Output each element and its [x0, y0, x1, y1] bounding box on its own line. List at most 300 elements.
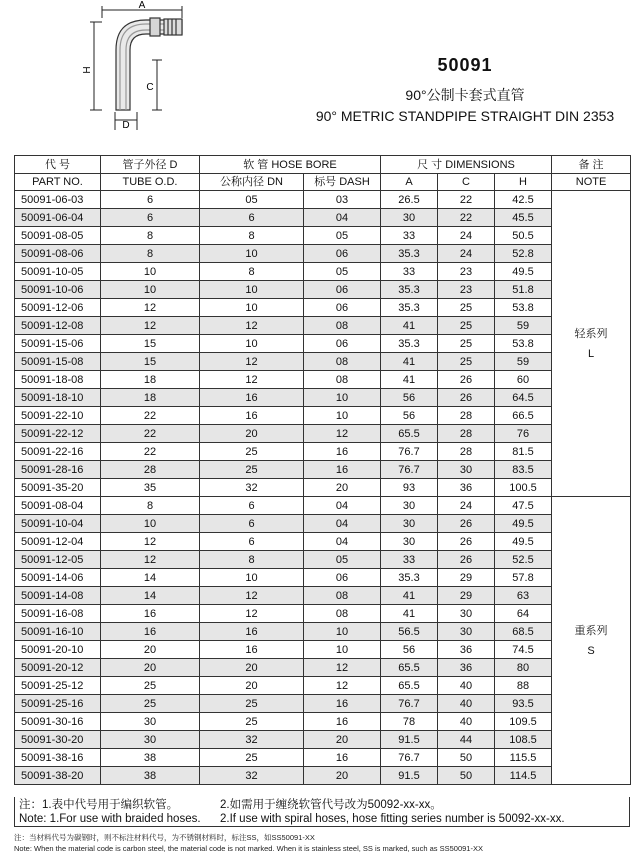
table-row [15, 317, 631, 335]
cell-c: 40 [438, 713, 495, 731]
cell-dn: 8 [200, 227, 304, 245]
cell-a: 91.5 [381, 767, 438, 785]
cell-a: 76.7 [381, 749, 438, 767]
table-row [15, 713, 631, 731]
table-row [15, 767, 631, 785]
cell-dash: 04 [304, 209, 381, 227]
cell-h: 63 [495, 587, 552, 605]
cell-h: 115.5 [495, 749, 552, 767]
cell-part-no: 50091-16-10 [15, 623, 101, 641]
cell-c: 24 [438, 497, 495, 515]
cell-tube-od: 38 [101, 749, 200, 767]
cell-c: 28 [438, 443, 495, 461]
cell-part-no: 50091-22-12 [15, 425, 101, 443]
cell-dn: 16 [200, 641, 304, 659]
dim-d-label: D [122, 120, 130, 131]
cell-dash: 06 [304, 299, 381, 317]
cell-a: 41 [381, 605, 438, 623]
cell-h: 80 [495, 659, 552, 677]
cell-h: 53.8 [495, 299, 552, 317]
cell-part-no: 50091-12-08 [15, 317, 101, 335]
cell-tube-od: 20 [101, 659, 200, 677]
cell-part-no: 50091-10-04 [15, 515, 101, 533]
cell-part-no: 50091-12-05 [15, 551, 101, 569]
table-row [15, 659, 631, 677]
table-row [15, 605, 631, 623]
table-row [15, 569, 631, 587]
header-tube-cn: 管子外径 D [101, 156, 200, 174]
table-body [15, 191, 631, 785]
cell-dash: 16 [304, 695, 381, 713]
cell-dn: 20 [200, 425, 304, 443]
cell-tube-od: 18 [101, 389, 200, 407]
table-row [15, 191, 631, 209]
cell-h: 49.5 [495, 533, 552, 551]
cell-h: 42.5 [495, 191, 552, 209]
part-number-title: 50091 [437, 55, 493, 75]
table-row [15, 371, 631, 389]
cell-h: 109.5 [495, 713, 552, 731]
cell-tube-od: 15 [101, 335, 200, 353]
cell-part-no: 50091-12-04 [15, 533, 101, 551]
cell-tube-od: 14 [101, 587, 200, 605]
cell-part-no: 50091-25-16 [15, 695, 101, 713]
series-remark [552, 497, 631, 785]
cell-c: 25 [438, 317, 495, 335]
header-part-en: PART NO. [15, 174, 101, 191]
cell-c: 26 [438, 371, 495, 389]
cell-a: 78 [381, 713, 438, 731]
cell-h: 57.8 [495, 569, 552, 587]
cell-tube-od: 12 [101, 317, 200, 335]
cell-h: 59 [495, 353, 552, 371]
cell-a: 76.7 [381, 461, 438, 479]
cell-dn: 6 [200, 515, 304, 533]
cell-tube-od: 30 [101, 713, 200, 731]
cell-a: 56.5 [381, 623, 438, 641]
header-part-cn: 代 号 [15, 156, 101, 174]
dim-c-label: C [146, 82, 154, 93]
cell-a: 33 [381, 551, 438, 569]
cell-dn: 10 [200, 335, 304, 353]
cell-part-no: 50091-30-16 [15, 713, 101, 731]
cell-dash: 16 [304, 461, 381, 479]
cell-part-no: 50091-10-05 [15, 263, 101, 281]
cell-dn: 10 [200, 245, 304, 263]
cell-h: 114.5 [495, 767, 552, 785]
cell-a: 93 [381, 479, 438, 497]
cell-part-no: 50091-12-06 [15, 299, 101, 317]
dim-a-label: A [138, 0, 146, 11]
title-chinese: 90°公制卡套式直管 [405, 87, 525, 103]
cell-part-no: 50091-06-03 [15, 191, 101, 209]
cell-part-no: 50091-28-16 [15, 461, 101, 479]
series-remark-en: L [587, 347, 595, 360]
cell-c: 36 [438, 641, 495, 659]
cell-dash: 16 [304, 443, 381, 461]
cell-dash: 04 [304, 497, 381, 515]
cell-dn: 16 [200, 407, 304, 425]
cell-part-no: 50091-14-08 [15, 587, 101, 605]
cell-a: 30 [381, 533, 438, 551]
cell-a: 65.5 [381, 659, 438, 677]
cell-c: 25 [438, 299, 495, 317]
cell-part-no: 50091-15-08 [15, 353, 101, 371]
table-row [15, 209, 631, 227]
cell-dash: 20 [304, 731, 381, 749]
cell-part-no: 50091-14-06 [15, 569, 101, 587]
cell-h: 108.5 [495, 731, 552, 749]
cell-c: 24 [438, 227, 495, 245]
cell-tube-od: 18 [101, 371, 200, 389]
cell-tube-od: 16 [101, 623, 200, 641]
cell-a: 65.5 [381, 425, 438, 443]
cell-part-no: 50091-15-06 [15, 335, 101, 353]
cell-c: 28 [438, 425, 495, 443]
cell-h: 49.5 [495, 515, 552, 533]
header-tube-en: TUBE O.D. [101, 174, 200, 191]
cell-dash: 10 [304, 623, 381, 641]
cell-h: 74.5 [495, 641, 552, 659]
cell-h: 83.5 [495, 461, 552, 479]
cell-a: 41 [381, 317, 438, 335]
cell-part-no: 50091-08-05 [15, 227, 101, 245]
cell-c: 30 [438, 623, 495, 641]
cell-a: 56 [381, 389, 438, 407]
cell-c: 22 [438, 209, 495, 227]
cell-part-no: 50091-20-10 [15, 641, 101, 659]
cell-part-no: 50091-18-08 [15, 371, 101, 389]
header-remark-en: NOTE [552, 174, 631, 191]
cell-a: 41 [381, 353, 438, 371]
cell-a: 35.3 [381, 281, 438, 299]
cell-c: 23 [438, 281, 495, 299]
note-en-2: 2.If use with spiral hoses, hose fitting series number is 50092-xx-xx. [220, 813, 565, 825]
header-h: H [495, 174, 552, 191]
cell-part-no: 50091-22-10 [15, 407, 101, 425]
cell-dash: 20 [304, 479, 381, 497]
table-row [15, 335, 631, 353]
table-row [15, 299, 631, 317]
cell-dash: 03 [304, 191, 381, 209]
cell-tube-od: 6 [101, 209, 200, 227]
cell-dn: 25 [200, 695, 304, 713]
cell-dn: 20 [200, 659, 304, 677]
cell-dash: 06 [304, 569, 381, 587]
table-row [15, 389, 631, 407]
cell-part-no: 50091-38-16 [15, 749, 101, 767]
cell-h: 68.5 [495, 623, 552, 641]
cell-tube-od: 28 [101, 461, 200, 479]
cell-c: 29 [438, 569, 495, 587]
cell-part-no: 50091-22-16 [15, 443, 101, 461]
cell-c: 50 [438, 767, 495, 785]
cell-a: 41 [381, 371, 438, 389]
cell-tube-od: 8 [101, 497, 200, 515]
table-row [15, 245, 631, 263]
table-row [15, 677, 631, 695]
cell-c: 23 [438, 263, 495, 281]
cell-dn: 25 [200, 749, 304, 767]
table-row [15, 263, 631, 281]
cell-part-no: 50091-10-06 [15, 281, 101, 299]
cell-dash: 08 [304, 317, 381, 335]
cell-c: 22 [438, 191, 495, 209]
cell-tube-od: 6 [101, 191, 200, 209]
footer-note-en: Note: When the material code is carbon steel, the material code is not marked. When it is stainless steel, SS is marked, such as SS50091-XX [14, 844, 483, 853]
cell-h: 88 [495, 677, 552, 695]
cell-dn: 12 [200, 371, 304, 389]
cell-dn: 8 [200, 263, 304, 281]
cell-dn: 10 [200, 281, 304, 299]
cell-h: 45.5 [495, 209, 552, 227]
cell-c: 24 [438, 245, 495, 263]
header-remark-cn: 备 注 [552, 156, 631, 174]
cell-a: 35.3 [381, 299, 438, 317]
cell-c: 50 [438, 749, 495, 767]
cell-h: 51.8 [495, 281, 552, 299]
cell-h: 100.5 [495, 479, 552, 497]
cell-a: 30 [381, 515, 438, 533]
cell-a: 35.3 [381, 569, 438, 587]
cell-dn: 12 [200, 353, 304, 371]
cell-dn: 05 [200, 191, 304, 209]
footer-note-cn: 注：当材料代号为碳钢时，则不标注材料代号，为不锈钢材料时，标注SS，如SS50091-XX [14, 833, 315, 842]
cell-tube-od: 8 [101, 227, 200, 245]
cell-dn: 25 [200, 443, 304, 461]
cell-a: 30 [381, 497, 438, 515]
header-a: A [381, 174, 438, 191]
cell-h: 76 [495, 425, 552, 443]
footer-note [14, 832, 483, 854]
table-row [15, 551, 631, 569]
cell-h: 53.8 [495, 335, 552, 353]
cell-dash: 10 [304, 389, 381, 407]
cell-c: 30 [438, 461, 495, 479]
cell-tube-od: 30 [101, 731, 200, 749]
cell-a: 76.7 [381, 695, 438, 713]
cell-dash: 08 [304, 353, 381, 371]
cell-c: 25 [438, 335, 495, 353]
note-cn-1: 注：1.表中代号用于编织软管。 [19, 799, 179, 811]
cell-dash: 04 [304, 533, 381, 551]
cell-c: 26 [438, 515, 495, 533]
table-row [15, 407, 631, 425]
table-row [15, 623, 631, 641]
cell-part-no: 50091-08-04 [15, 497, 101, 515]
cell-h: 59 [495, 317, 552, 335]
cell-h: 64.5 [495, 389, 552, 407]
cell-tube-od: 8 [101, 245, 200, 263]
cell-dash: 06 [304, 281, 381, 299]
cell-c: 26 [438, 533, 495, 551]
cell-tube-od: 12 [101, 533, 200, 551]
cell-part-no: 50091-20-12 [15, 659, 101, 677]
cell-part-no: 50091-06-04 [15, 209, 101, 227]
fitting-diagram [82, 0, 192, 135]
cell-dash: 05 [304, 227, 381, 245]
cell-h: 66.5 [495, 407, 552, 425]
cell-tube-od: 12 [101, 299, 200, 317]
cell-a: 56 [381, 407, 438, 425]
cell-tube-od: 22 [101, 407, 200, 425]
cell-h: 47.5 [495, 497, 552, 515]
cell-dash: 06 [304, 335, 381, 353]
table-row [15, 479, 631, 497]
cell-dash: 08 [304, 371, 381, 389]
cell-c: 40 [438, 677, 495, 695]
cell-h: 93.5 [495, 695, 552, 713]
cell-part-no: 50091-30-20 [15, 731, 101, 749]
cell-dn: 32 [200, 479, 304, 497]
cell-dn: 12 [200, 605, 304, 623]
cell-a: 33 [381, 227, 438, 245]
cell-part-no: 50091-25-12 [15, 677, 101, 695]
cell-a: 56 [381, 641, 438, 659]
cell-tube-od: 25 [101, 677, 200, 695]
cell-dn: 6 [200, 533, 304, 551]
cell-dn: 6 [200, 209, 304, 227]
series-remark-en: S [587, 644, 595, 657]
table-row [15, 587, 631, 605]
cell-dn: 6 [200, 497, 304, 515]
cell-tube-od: 14 [101, 569, 200, 587]
header-dash: 标号 DASH [304, 174, 381, 191]
table-row [15, 731, 631, 749]
table-row [15, 281, 631, 299]
table-row [15, 425, 631, 443]
table-row [15, 461, 631, 479]
cell-dash: 10 [304, 641, 381, 659]
cell-h: 60 [495, 371, 552, 389]
cell-a: 30 [381, 209, 438, 227]
table-row [15, 497, 631, 515]
cell-c: 28 [438, 407, 495, 425]
cell-part-no: 50091-16-08 [15, 605, 101, 623]
cell-dn: 25 [200, 461, 304, 479]
note-en-1: Note: 1.For use with braided hoses. [19, 813, 201, 825]
cell-tube-od: 10 [101, 281, 200, 299]
cell-part-no: 50091-18-10 [15, 389, 101, 407]
cell-part-no: 50091-35-20 [15, 479, 101, 497]
table-row [15, 749, 631, 767]
cell-c: 36 [438, 479, 495, 497]
notes-box [14, 797, 630, 827]
cell-a: 35.3 [381, 245, 438, 263]
table-row [15, 695, 631, 713]
header-hose-bore: 软 管 HOSE BORE [200, 156, 381, 174]
cell-tube-od: 15 [101, 353, 200, 371]
cell-dn: 32 [200, 767, 304, 785]
cell-a: 41 [381, 587, 438, 605]
cell-dash: 12 [304, 677, 381, 695]
cell-dn: 8 [200, 551, 304, 569]
table-row [15, 443, 631, 461]
cell-dn: 20 [200, 677, 304, 695]
header-dn: 公称内径 DN [200, 174, 304, 191]
table-row [15, 353, 631, 371]
cell-c: 44 [438, 731, 495, 749]
cell-dn: 10 [200, 569, 304, 587]
cell-c: 29 [438, 587, 495, 605]
cell-tube-od: 20 [101, 641, 200, 659]
cell-a: 26.5 [381, 191, 438, 209]
cell-h: 50.5 [495, 227, 552, 245]
cell-c: 36 [438, 659, 495, 677]
cell-dn: 16 [200, 623, 304, 641]
cell-dash: 12 [304, 659, 381, 677]
cell-c: 40 [438, 695, 495, 713]
cell-tube-od: 38 [101, 767, 200, 785]
series-remark [552, 191, 631, 497]
cell-a: 35.3 [381, 335, 438, 353]
cell-dn: 16 [200, 389, 304, 407]
cell-tube-od: 10 [101, 515, 200, 533]
cell-h: 52.8 [495, 245, 552, 263]
cell-h: 49.5 [495, 263, 552, 281]
dim-h-label: H [82, 66, 93, 74]
table-row [15, 641, 631, 659]
cell-h: 64 [495, 605, 552, 623]
header-c: C [438, 174, 495, 191]
cell-dash: 10 [304, 407, 381, 425]
cell-tube-od: 16 [101, 605, 200, 623]
cell-h: 52.5 [495, 551, 552, 569]
cell-dash: 16 [304, 749, 381, 767]
cell-dn: 25 [200, 713, 304, 731]
cell-dn: 32 [200, 731, 304, 749]
cell-c: 26 [438, 389, 495, 407]
cell-tube-od: 25 [101, 695, 200, 713]
table-row [15, 533, 631, 551]
cell-dn: 12 [200, 587, 304, 605]
cell-a: 33 [381, 263, 438, 281]
header-dimensions: 尺 寸 DIMENSIONS [381, 156, 552, 174]
cell-tube-od: 22 [101, 443, 200, 461]
cell-dash: 05 [304, 551, 381, 569]
cell-dash: 08 [304, 587, 381, 605]
cell-dn: 12 [200, 317, 304, 335]
table-row [15, 515, 631, 533]
cell-tube-od: 35 [101, 479, 200, 497]
cell-a: 76.7 [381, 443, 438, 461]
cell-tube-od: 12 [101, 551, 200, 569]
cell-dash: 20 [304, 767, 381, 785]
cell-tube-od: 22 [101, 425, 200, 443]
table-row [15, 227, 631, 245]
cell-dn: 10 [200, 299, 304, 317]
cell-dash: 16 [304, 713, 381, 731]
cell-c: 30 [438, 605, 495, 623]
cell-dash: 08 [304, 605, 381, 623]
cell-a: 65.5 [381, 677, 438, 695]
cell-dash: 04 [304, 515, 381, 533]
cell-c: 25 [438, 353, 495, 371]
dimensions-table [14, 155, 631, 785]
series-remark-cn: 轻系列 [574, 327, 608, 340]
cell-part-no: 50091-08-06 [15, 245, 101, 263]
cell-h: 81.5 [495, 443, 552, 461]
note-cn-2: 2.如需用于缠绕软管代号改为50092-xx-xx。 [220, 799, 442, 811]
cell-c: 26 [438, 551, 495, 569]
cell-tube-od: 10 [101, 263, 200, 281]
cell-dash: 12 [304, 425, 381, 443]
cell-dash: 05 [304, 263, 381, 281]
series-remark-cn: 重系列 [574, 624, 608, 637]
title-english: 90° METRIC STANDPIPE STRAIGHT DIN 2353 [315, 108, 615, 124]
cell-part-no: 50091-38-20 [15, 767, 101, 785]
cell-a: 91.5 [381, 731, 438, 749]
